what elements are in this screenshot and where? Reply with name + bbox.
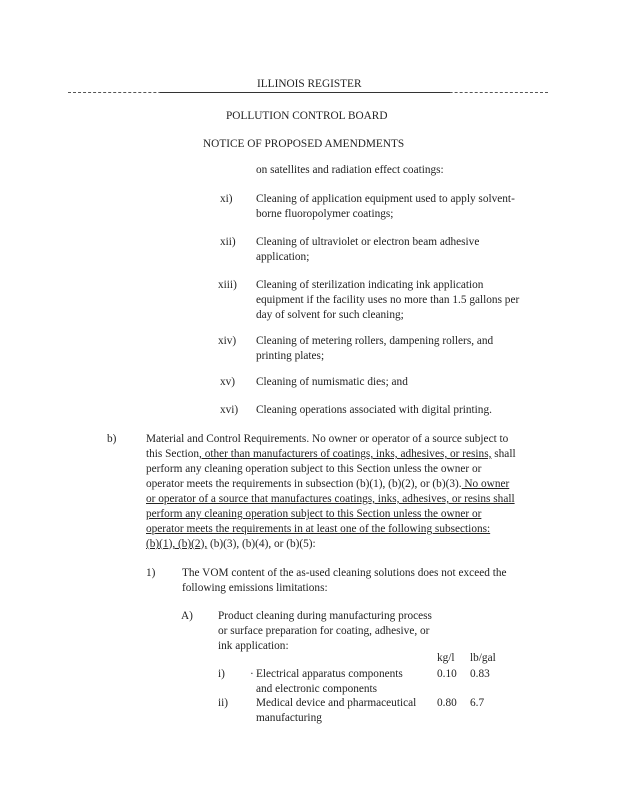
section-b-label: b) (107, 433, 117, 445)
item-number: xiii) (218, 279, 237, 291)
sub1-line: The VOM content of the as-used cleaning solutions does not exceed the (182, 567, 507, 579)
item-number: xiv) (218, 335, 237, 347)
table-row-number: ii) (218, 697, 229, 709)
table-row-label: and electronic components (256, 683, 378, 695)
subA-line: or surface preparation for coating, adhesive, or (218, 625, 430, 637)
table-row-label: manufacturing (256, 712, 322, 724)
section-b-line: Material and Control Requirements. No owner or operator of a source subject to (146, 433, 509, 445)
sub1-label: 1) (146, 567, 156, 579)
notice-title: NOTICE OF PROPOSED AMENDMENTS (203, 138, 405, 150)
board-title: POLLUTION CONTROL BOARD (226, 110, 388, 122)
table-cell-lb: 6.7 (470, 697, 485, 709)
section-b-line: (b)(1), (b)(2), (b)(3), (b)(4), or (b)(5): (146, 538, 316, 550)
item-text: Cleaning operations associated with digital printing. (256, 404, 492, 416)
table-cell-kg: 0.80 (437, 697, 457, 709)
item-number: xi) (220, 193, 233, 205)
item-text: day of solvent for such cleaning; (256, 309, 404, 321)
section-b-line: perform any cleaning operation subject to this Section unless the owner or (146, 463, 482, 475)
section-b-line-underlined: or operator of a source that manufactures coatings, inks, adhesives, or resins shall (146, 493, 515, 505)
continued-line: on satellites and radiation effect coatings: (256, 164, 444, 176)
table-header: lb/gal (470, 652, 496, 664)
header-rule (160, 92, 450, 93)
section-b-line: operator meets the requirements in subsection (b)(1), (b)(2), or (b)(3). No owner (146, 478, 510, 490)
section-b-line-underlined: operator meets the requirements in at least one of the following subsections: (146, 523, 491, 535)
item-text: application; (256, 251, 310, 263)
table-cell-kg: 0.10 (437, 668, 457, 680)
item-text: Cleaning of application equipment used to apply solvent- (256, 193, 515, 205)
item-text: Cleaning of metering rollers, dampening rollers, and (256, 335, 494, 347)
item-number: xv) (220, 376, 236, 388)
register-title: ILLINOIS REGISTER (257, 78, 362, 90)
item-text: borne fluoropolymer coatings; (256, 208, 394, 220)
item-text: printing plates; (256, 350, 325, 362)
section-b-line: this Section, other than manufacturers of coatings, inks, adhesives, or resins, shall (146, 448, 516, 460)
table-row-number: i) (218, 668, 225, 680)
table-row-label: Electrical apparatus components (256, 668, 403, 680)
item-text: equipment if the facility uses no more than 1.5 gallons per (256, 294, 520, 306)
table-row-label: Medical device and pharmaceutical (256, 697, 417, 709)
item-number: xvi) (220, 404, 239, 416)
subA-line: Product cleaning during manufacturing process (218, 610, 432, 622)
item-text: Cleaning of ultraviolet or electron beam adhesive (256, 236, 480, 248)
table-header: kg/l (437, 652, 455, 664)
section-b-line-underlined: perform any cleaning operation subject to this Section unless the owner or (146, 508, 482, 520)
table-row-bullet: · (250, 668, 254, 680)
item-text: Cleaning of sterilization indicating ink application (256, 279, 484, 291)
subA-label: A) (181, 610, 193, 622)
item-number: xii) (220, 236, 236, 248)
table-cell-lb: 0.83 (470, 668, 490, 680)
item-text: Cleaning of numismatic dies; and (256, 376, 408, 388)
sub1-line: following emissions limitations: (182, 582, 328, 594)
subA-line: ink application: (218, 640, 289, 652)
